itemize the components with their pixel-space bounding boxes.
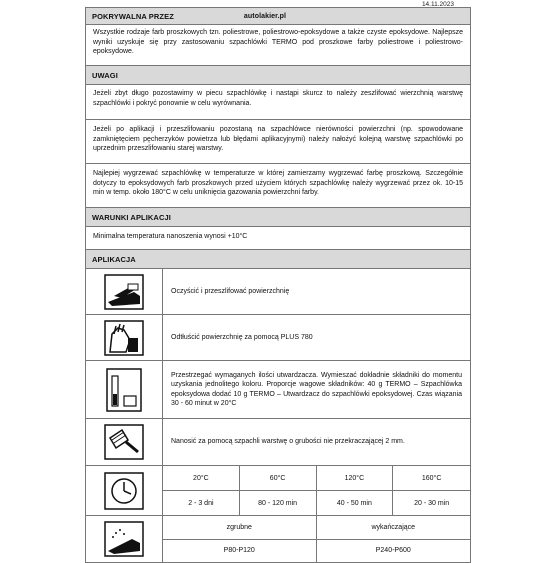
step-text: Przestrzegać wymaganych ilości utwardzacza. Wymieszać dokładnie składniki do momentu uzyskania jednolitego koloru. Proporcje wagowe składników: 40 g TERMO – Szpachlówka epoksydowa dodać 10 g TERMO – Utwardzacz do szpachlówki epoksydowej. Czas wiązania 30 - 60 minut w 20°C (171, 371, 462, 407)
uwagi-paragraph: Jeżeli po aplikacji i przeszlifowaniu pozostaną na szpachlówce nierówności powierzchni (np. spowodowane zamkniętęciem pęcherzyków powietrza lub błędami aplikacyjnymi) należy nałożyć kolejną warstwę szpachlówki po uprzednim przeszlifowaniu starej warstwy. (93, 126, 463, 153)
uwagi-text-1 (86, 85, 470, 120)
sanding-hand-icon (104, 274, 144, 310)
step-text: Odtłuścić powierzchnię za pomocą PLUS 780 (171, 333, 313, 341)
uwagi-paragraph: Najlepiej wygrzewać szpachlówkę w temperaturze w której zamierzamy wygrzewać farbę proszkową. Szczegółnie dotyczy to epoksydowych farb proszkowych przed użyciem których szpachlówkę należy wygrzewać przez ok. 10-15 min w temp. około 180°C w celu uniknięcia gazowania powierzchni farby. (93, 170, 463, 197)
sanding-block-icon (104, 521, 144, 557)
step-row (86, 315, 470, 361)
mixing-ratio-icon (106, 368, 142, 412)
warunki-text (86, 227, 470, 250)
curing-time: 20 - 30 min (414, 499, 450, 507)
spatula-icon (104, 424, 144, 460)
section-header-aplikacja (86, 250, 470, 269)
warunki-paragraph: Minimalna temperatura nanoszenia wynosi +10°C (93, 233, 248, 240)
section-title: APLIKACJA (92, 254, 136, 264)
section-header-pokrywalna (86, 8, 470, 25)
pokrywalna-paragraph: Wszystkie rodzaje farb proszkowych tzn. poliestrowe, poliestrowo-epoksydowe a także czyste epoksydowe. Najlepsze wyniki uzyskuje się przy zastosowaniu szpachlówki TERMO pod proszkowe farby poliestrowe i poliestrowo-epoksydowe. (93, 29, 463, 56)
section-title: UWAGI (92, 70, 118, 80)
pokrywalna-text (86, 25, 470, 66)
section-header-warunki (86, 208, 470, 227)
step-row (86, 419, 470, 466)
curing-time: 2 - 3 dni (163, 491, 240, 515)
uwagi-paragraph: Jeżeli zbyt długo pozostawimy w piecu szpachlówkę i nastąpi skurcz to należy zeszlifować wierzchnią warstwę szpachlówki i pokryć ponownie w celu wyrównania. (93, 90, 463, 107)
section-header-uwagi (86, 66, 470, 85)
sanding-grit: P240-P600 (375, 547, 411, 555)
dusting-hand-icon (104, 320, 144, 356)
uwagi-text-2 (86, 120, 470, 164)
step-icon-cell (86, 315, 163, 360)
curing-table (163, 466, 470, 515)
sanding-label: zgrubne (163, 516, 317, 540)
step-text: Nanosić za pomocą szpachli warstwę o grubości nie przekraczającej 2 mm. (171, 438, 405, 446)
brand-label: autolakier.pl (243, 12, 287, 20)
step-row (86, 269, 470, 315)
step-row (86, 361, 470, 419)
uwagi-text-3 (86, 164, 470, 208)
curing-temp: 60°C (240, 466, 317, 491)
step-icon-cell (86, 516, 163, 562)
print-date: 14.11.2023 (421, 1, 454, 8)
step-text: Oczyścić i przeszlifować powierzchnię (171, 287, 290, 295)
curing-row (86, 466, 470, 516)
clock-icon (104, 472, 144, 510)
step-icon-cell (86, 466, 163, 515)
section-title: WARUNKI APLIKACJI (92, 212, 171, 222)
curing-temp: 20°C (163, 466, 240, 491)
sanding-table (163, 516, 470, 562)
sanding-grit: P80-P120 (163, 540, 317, 563)
section-title: POKRYWALNA PRZEZ (92, 11, 174, 21)
curing-temp: 120°C (317, 466, 394, 491)
curing-temp: 160°C (393, 466, 470, 491)
step-icon-cell (86, 361, 163, 418)
step-icon-cell (86, 269, 163, 314)
technical-sheet (85, 7, 471, 563)
curing-time: 80 - 120 min (240, 491, 317, 515)
sanding-label: wykańczające (317, 516, 471, 540)
sanding-row (86, 516, 470, 562)
curing-time: 40 - 50 min (317, 491, 394, 515)
step-icon-cell (86, 419, 163, 465)
